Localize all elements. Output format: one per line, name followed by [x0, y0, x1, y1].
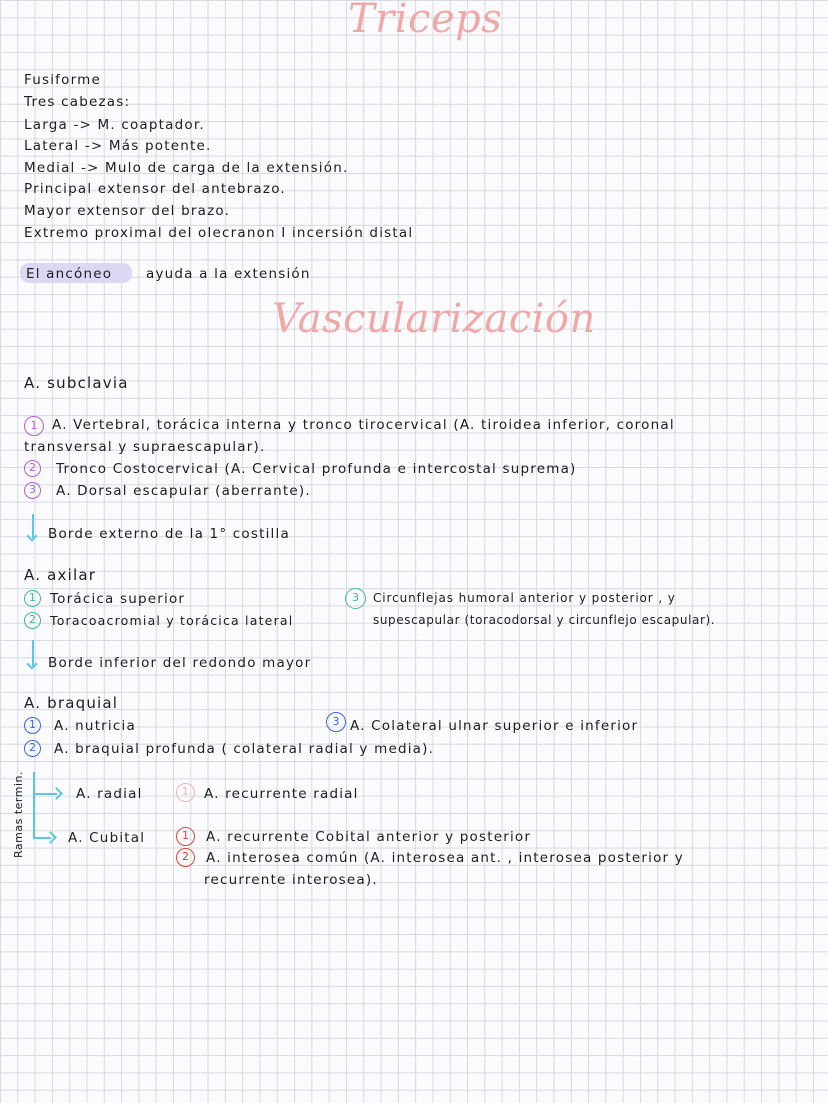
- braquial-heading: A. braquial: [24, 694, 119, 712]
- number-badge-1: 1: [176, 783, 195, 802]
- radial-item-1: A. recurrente radial: [204, 786, 359, 802]
- triceps-line: Lateral -> Más potente.: [24, 138, 212, 154]
- arrow-right-icon: [50, 787, 63, 800]
- triceps-line: Extremo proximal del olecranon I incersión distal: [24, 225, 414, 241]
- number-badge-3: 3: [345, 588, 366, 609]
- section-title-vascularizacion: Vascularización: [272, 296, 596, 342]
- axilar-item-3-cont: supescapular (toracodorsal y circunflejo escapular).: [373, 613, 716, 627]
- subclavia-heading: A. subclavia: [24, 374, 129, 392]
- number-badge-3: 3: [326, 712, 346, 732]
- number-badge-2: 2: [24, 612, 41, 629]
- number-badge-1: 1: [24, 717, 41, 734]
- number-badge-3: 3: [24, 482, 41, 499]
- number-badge-1: 1: [176, 827, 195, 846]
- number-badge-1: 1: [24, 590, 41, 607]
- subclavia-boundary: Borde externo de la 1° costilla: [48, 526, 290, 542]
- subclavia-item-1-cont: transversal y supraescapular).: [24, 439, 266, 455]
- ramas-cubital: A. Cubital: [68, 830, 146, 846]
- triceps-line: Larga -> M. coaptador.: [24, 117, 205, 133]
- down-arrow-icon: [32, 640, 34, 666]
- cubital-item-2-cont: recurrente interosea).: [204, 872, 378, 888]
- axilar-heading: A. axilar: [24, 566, 97, 584]
- braquial-item-3: A. Colateral ulnar superior e inferior: [350, 718, 639, 734]
- cubital-item-2: A. interosea común (A. interosea ant. , interosea posterior y: [206, 850, 684, 866]
- number-badge-1: 1: [24, 416, 44, 436]
- axilar-item-2: Toracoacromial y torácica lateral: [50, 613, 294, 628]
- cubital-item-1: A. recurrente Cobital anterior y posterior: [206, 829, 532, 845]
- anconeo-text: ayuda a la extensión: [146, 266, 311, 282]
- triceps-line: Mayor extensor del brazo.: [24, 203, 231, 219]
- braquial-item-1: A. nutricia: [54, 718, 136, 734]
- number-badge-2: 2: [176, 848, 195, 867]
- triceps-line: Medial -> Mulo de carga de la extensión.: [24, 160, 349, 176]
- number-badge-2: 2: [24, 460, 41, 477]
- page-title: Triceps: [348, 0, 503, 42]
- anconeo-term: El ancóneo: [26, 266, 113, 282]
- axilar-item-1: Torácica superior: [50, 591, 186, 607]
- axilar-item-3: Circunflejas humoral anterior y posterior , y: [373, 591, 676, 605]
- branch-bracket: [33, 772, 35, 838]
- braquial-item-2: A. braquial profunda ( colateral radial y media).: [54, 741, 435, 757]
- ramas-radial: A. radial: [76, 786, 143, 802]
- subclavia-item-1: A. Vertebral, torácica interna y tronco tirocervical (A. tiroidea inferior, coronal: [52, 417, 675, 433]
- ramas-terminales-label: Ramas termin.: [12, 771, 25, 858]
- down-arrow-icon: [32, 514, 34, 538]
- triceps-line: Principal extensor del antebrazo.: [24, 181, 286, 197]
- number-badge-2: 2: [24, 740, 41, 757]
- subclavia-item-3: A. Dorsal escapular (aberrante).: [56, 483, 311, 499]
- triceps-line: Fusiforme: [24, 72, 101, 88]
- arrow-right-icon: [44, 831, 57, 844]
- axilar-boundary: Borde inferior del redondo mayor: [48, 655, 312, 671]
- subclavia-item-2: Tronco Costocervical (A. Cervical profunda e intercostal suprema): [56, 461, 577, 477]
- triceps-line: Tres cabezas:: [24, 94, 131, 110]
